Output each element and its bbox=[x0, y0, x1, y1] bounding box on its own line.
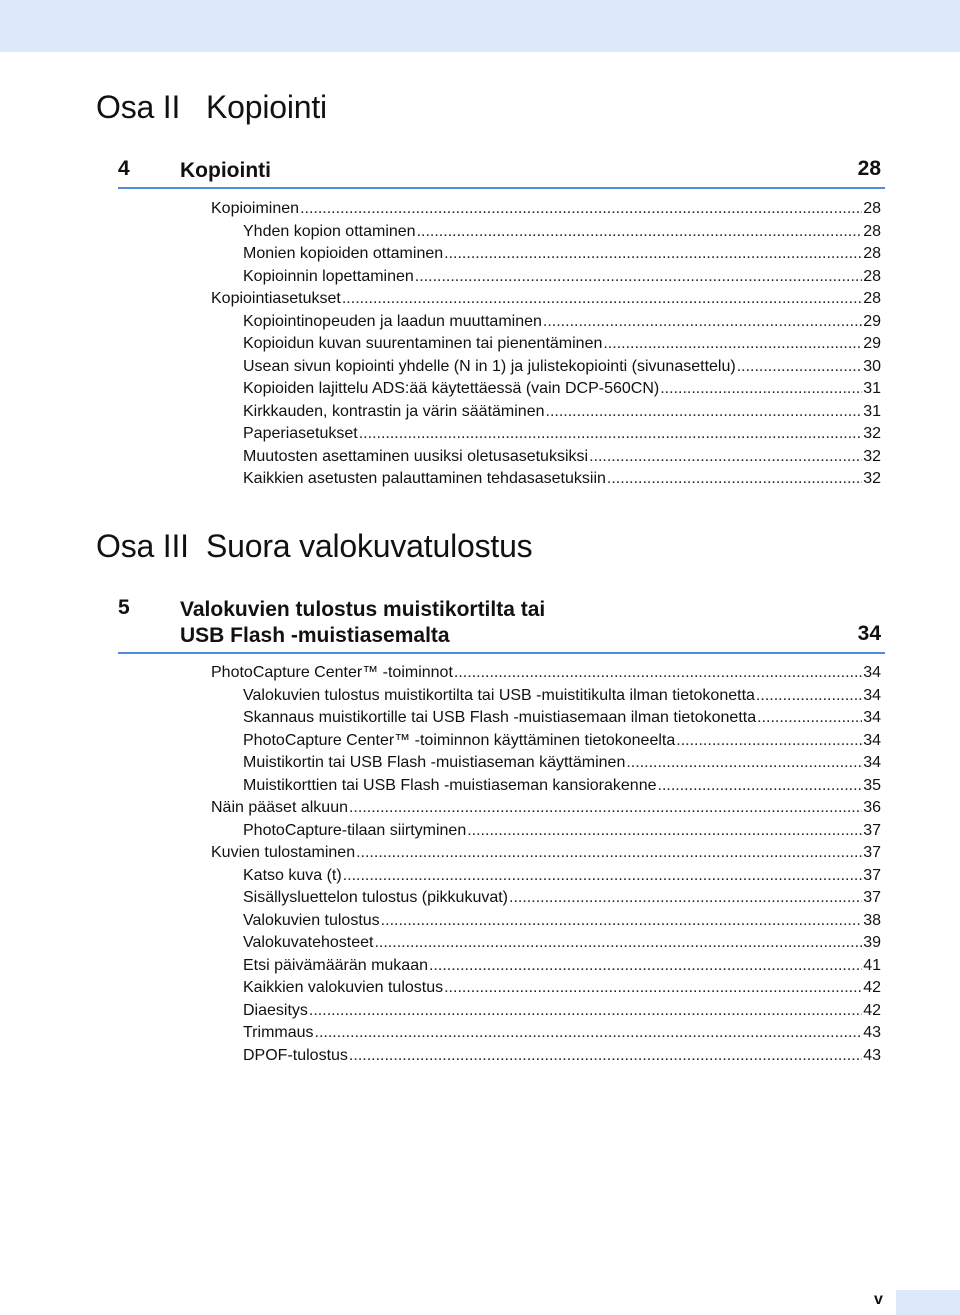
toc-entry-title: Kopioidun kuvan suurentaminen tai pienentäminen bbox=[243, 335, 603, 352]
toc-entry-title: Kopioiminen bbox=[211, 200, 300, 217]
toc-entry-page: 37 bbox=[863, 821, 881, 839]
dot-leader bbox=[509, 887, 862, 909]
toc-entry-title: Katso kuva (t) bbox=[243, 866, 342, 884]
page-number: v bbox=[874, 1291, 883, 1308]
dot-leader bbox=[546, 401, 863, 423]
toc-list bbox=[0, 662, 960, 1067]
part-number: Osa II bbox=[96, 89, 181, 125]
toc-entry-title: Trimmaus bbox=[243, 1024, 314, 1041]
dot-leader bbox=[757, 707, 862, 729]
toc-entry-page: 30 bbox=[863, 357, 881, 375]
dot-leader bbox=[356, 842, 862, 864]
toc-subentry[interactable] bbox=[243, 685, 881, 708]
toc-entry-page: 31 bbox=[863, 402, 881, 420]
toc-subentry[interactable] bbox=[243, 752, 881, 775]
toc-entry-page: 43 bbox=[863, 1024, 881, 1041]
chapter-title: Kopiointi bbox=[180, 159, 271, 182]
chapter-heading[interactable] bbox=[118, 157, 885, 189]
part-title bbox=[96, 526, 532, 566]
toc-entry-page: 34 bbox=[863, 731, 881, 749]
toc-entry-page: 34 bbox=[863, 686, 881, 704]
toc-entry-title: Näin pääset alkuun bbox=[211, 799, 348, 816]
toc-subentry[interactable] bbox=[243, 910, 881, 933]
toc-entry-title: Kirkkauden, kontrastin ja värin säätäminen bbox=[243, 402, 545, 420]
dot-leader bbox=[467, 820, 862, 842]
toc-entry-page: 32 bbox=[863, 425, 881, 442]
toc-subentry[interactable] bbox=[243, 955, 881, 978]
toc-entry-page: 37 bbox=[863, 844, 881, 861]
toc-entry-title: Kopioinnin lopettaminen bbox=[243, 267, 414, 285]
page-number-tab bbox=[874, 1290, 960, 1315]
toc-entry-page: 42 bbox=[863, 1001, 881, 1019]
dot-leader bbox=[660, 378, 862, 400]
toc-entry-title: Kuvien tulostaminen bbox=[211, 844, 356, 861]
chapter-title-line: USB Flash -muistiasemalta bbox=[180, 624, 450, 647]
dot-leader bbox=[381, 910, 863, 932]
toc-subentry[interactable] bbox=[243, 311, 881, 334]
dot-leader bbox=[429, 955, 862, 977]
toc-entry-page: 28 bbox=[863, 222, 881, 240]
dot-leader bbox=[444, 977, 862, 999]
toc-entry-title: Etsi päivämäärän mukaan bbox=[243, 956, 428, 974]
toc-subentry[interactable] bbox=[243, 333, 881, 356]
toc-entry-page: 38 bbox=[863, 911, 881, 929]
toc-subentry[interactable] bbox=[243, 468, 881, 491]
toc-entry-title: DPOF-tulostus bbox=[243, 1046, 348, 1064]
toc-entry-page: 37 bbox=[863, 866, 881, 884]
toc-entry-title: PhotoCapture Center™ -toiminnon käyttäminen tietokoneelta bbox=[243, 731, 676, 749]
dot-leader bbox=[454, 662, 862, 684]
toc-entry-page: 35 bbox=[863, 776, 881, 794]
toc-entry-title: Muutosten asettaminen uusiksi oletusasetuksiksi bbox=[243, 447, 589, 465]
toc-entry-title: Kopioiden lajittelu ADS:ää käytettäessä (vain DCP-560CN) bbox=[243, 380, 660, 397]
toc-entry[interactable] bbox=[211, 662, 881, 685]
dot-leader bbox=[756, 685, 862, 707]
toc-entry-title: Valokuvien tulostus bbox=[243, 911, 380, 929]
toc-entry-title: Usean sivun kopiointi yhdelle (N in 1) ja julistekopiointi (sivunasettelu) bbox=[243, 357, 736, 375]
toc-entry-page: 28 bbox=[863, 200, 881, 217]
toc-subentry[interactable] bbox=[243, 446, 881, 469]
toc-entry-page: 34 bbox=[863, 664, 881, 681]
toc-entry-title: Skannaus muistikortille tai USB Flash -muistiasemaan ilman tietokonetta bbox=[243, 709, 757, 726]
toc-entry-page: 28 bbox=[863, 245, 881, 262]
toc-entry-page: 34 bbox=[863, 754, 881, 771]
dot-leader bbox=[444, 243, 862, 265]
toc-entry-page: 29 bbox=[863, 335, 881, 352]
toc-entry-title: Paperiasetukset bbox=[243, 425, 358, 442]
dot-leader bbox=[309, 1000, 862, 1022]
chapter-number: 4 bbox=[118, 157, 130, 180]
toc-entry-title: Kaikkien asetusten palauttaminen tehdasasetuksiin bbox=[243, 470, 606, 487]
toc-entry-title: Diaesitys bbox=[243, 1001, 308, 1019]
toc-entry[interactable] bbox=[211, 198, 881, 221]
toc-entry-title: PhotoCapture Center™ -toiminnot bbox=[211, 664, 453, 681]
toc-subentry[interactable] bbox=[243, 865, 881, 888]
dot-leader bbox=[300, 198, 862, 220]
toc-entry[interactable] bbox=[211, 842, 881, 865]
dot-leader bbox=[658, 775, 863, 797]
dot-leader bbox=[676, 730, 862, 752]
toc-entry-page: 37 bbox=[863, 889, 881, 906]
part-name: Kopiointi bbox=[206, 89, 327, 125]
toc-entry-page: 36 bbox=[863, 799, 881, 816]
chapter-page: 34 bbox=[857, 622, 881, 645]
header-band bbox=[0, 0, 960, 52]
dot-leader bbox=[737, 356, 863, 378]
toc-entry-title: Sisällysluettelon tulostus (pikkukuvat) bbox=[243, 889, 509, 906]
dot-leader bbox=[315, 1022, 863, 1044]
toc-entry-page: 29 bbox=[863, 312, 881, 330]
dot-leader bbox=[374, 932, 862, 954]
toc-entry-page: 34 bbox=[863, 709, 881, 726]
dot-leader bbox=[349, 797, 862, 819]
toc-subentry[interactable] bbox=[243, 730, 881, 753]
toc-entry-page: 42 bbox=[863, 979, 881, 996]
toc-subentry[interactable] bbox=[243, 820, 881, 843]
toc-entry-title: Yhden kopion ottaminen bbox=[243, 222, 416, 240]
chapter-heading[interactable] bbox=[118, 596, 885, 654]
toc-entry[interactable] bbox=[211, 797, 881, 820]
toc-entry[interactable] bbox=[211, 288, 881, 311]
toc-subentry[interactable] bbox=[243, 401, 881, 424]
toc-entry-title: PhotoCapture-tilaan siirtyminen bbox=[243, 821, 467, 839]
chapter-number: 5 bbox=[118, 596, 130, 619]
toc-subentry[interactable] bbox=[243, 887, 881, 910]
toc-subentry[interactable] bbox=[243, 356, 881, 379]
toc-subentry[interactable] bbox=[243, 266, 881, 289]
toc-subentry[interactable] bbox=[243, 243, 881, 266]
toc-entry-page: 28 bbox=[863, 290, 881, 307]
toc-subentry[interactable] bbox=[243, 1000, 881, 1023]
chapter-title-line: Valokuvien tulostus muistikortilta tai bbox=[180, 598, 546, 621]
dot-leader bbox=[607, 468, 862, 490]
toc-entry-title: Kopiointiasetukset bbox=[211, 290, 341, 307]
toc-subentry[interactable] bbox=[243, 1022, 881, 1045]
dot-leader bbox=[343, 865, 863, 887]
toc-subentry[interactable] bbox=[243, 932, 881, 955]
dot-leader bbox=[589, 446, 862, 468]
dot-leader bbox=[417, 221, 863, 243]
toc-subentry[interactable] bbox=[243, 378, 881, 401]
toc-entry-page: 31 bbox=[863, 380, 881, 397]
toc-entry-title: Kaikkien valokuvien tulostus bbox=[243, 979, 444, 996]
toc-entry-title: Kopiointinopeuden ja laadun muuttaminen bbox=[243, 312, 542, 330]
toc-subentry[interactable] bbox=[243, 221, 881, 244]
dot-leader bbox=[543, 311, 862, 333]
toc-entry-title: Monien kopioiden ottaminen bbox=[243, 245, 444, 262]
toc-entry-page: 43 bbox=[863, 1046, 881, 1064]
dot-leader bbox=[359, 423, 862, 445]
dot-leader bbox=[342, 288, 862, 310]
part-title bbox=[96, 87, 327, 127]
toc-entry-title: Valokuvien tulostus muistikortilta tai USB -muistitikulta ilman tietokonetta bbox=[243, 686, 755, 704]
toc-entry-page: 41 bbox=[863, 956, 881, 974]
toc-subentry[interactable] bbox=[243, 423, 881, 446]
toc-subentry[interactable] bbox=[243, 1045, 881, 1068]
toc-entry-page: 39 bbox=[863, 934, 881, 951]
toc-entry-page: 28 bbox=[863, 267, 881, 285]
dot-leader bbox=[415, 266, 862, 288]
dot-leader bbox=[626, 752, 862, 774]
toc-entry-page: 32 bbox=[863, 470, 881, 487]
dot-leader bbox=[603, 333, 862, 355]
part-name: Suora valokuvatulostus bbox=[206, 528, 533, 564]
chapter-page: 28 bbox=[857, 157, 881, 180]
toc-entry-title: Valokuvatehosteet bbox=[243, 934, 374, 951]
toc-subentry[interactable] bbox=[243, 707, 881, 730]
part-number: Osa III bbox=[96, 528, 189, 564]
toc-subentry[interactable] bbox=[243, 977, 881, 1000]
toc-subentry[interactable] bbox=[243, 775, 881, 798]
toc-entry-page: 32 bbox=[863, 447, 881, 465]
toc-entry-title: Muistikortin tai USB Flash -muistiaseman käyttäminen bbox=[243, 754, 626, 771]
toc-entry-title: Muistikorttien tai USB Flash -muistiaseman kansiorakenne bbox=[243, 776, 657, 794]
dot-leader bbox=[349, 1045, 862, 1067]
toc-list bbox=[0, 198, 960, 491]
